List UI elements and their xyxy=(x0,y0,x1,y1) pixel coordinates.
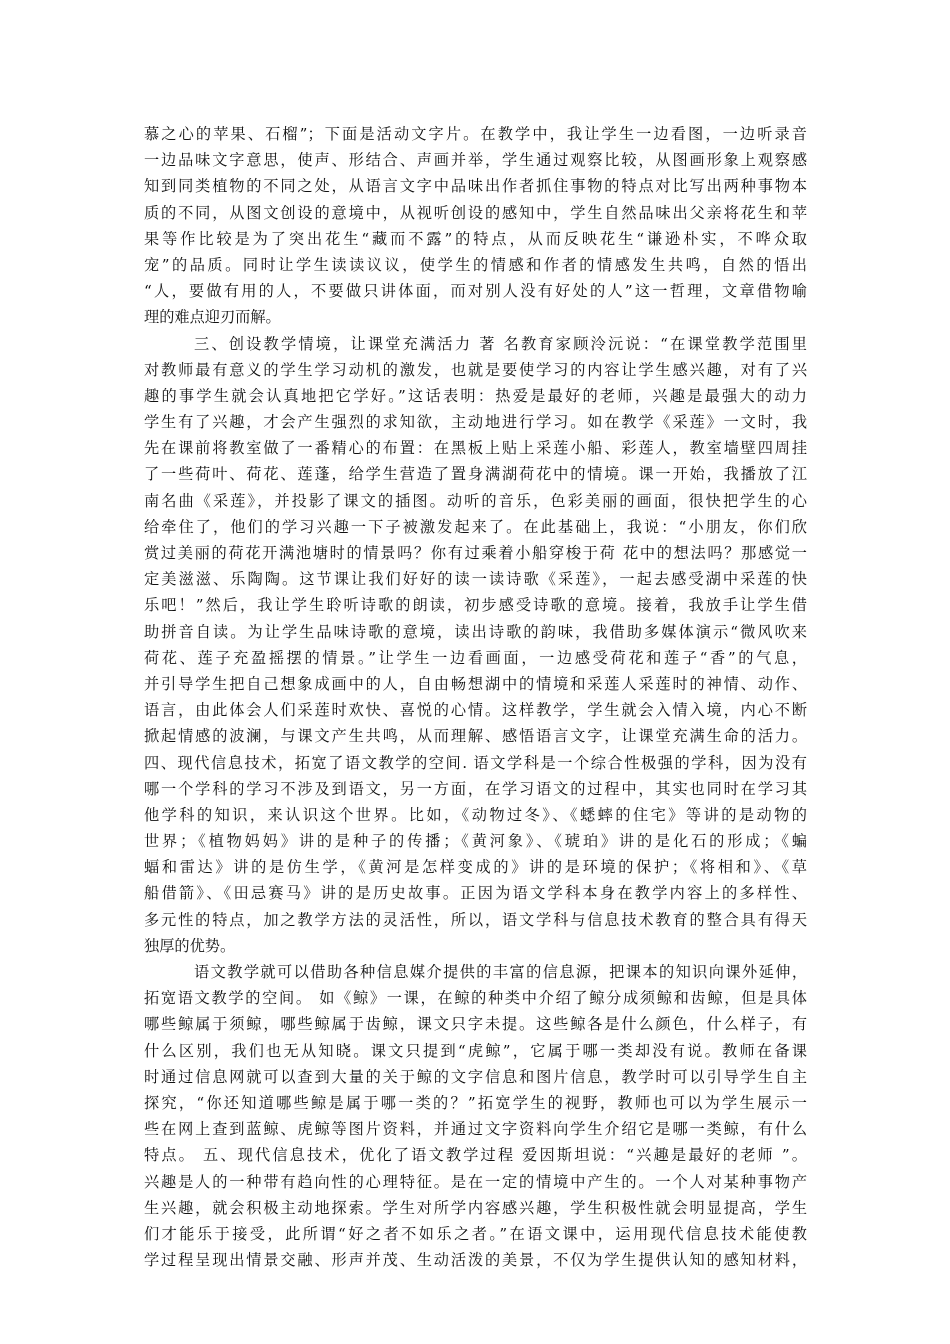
text-line: 多元性的特点，加之教学方法的灵活性，所以，语文学科与信息技术教育的整合具有得天 xyxy=(144,910,807,929)
text-line: 学过程呈现出情景交融、形声并茂、生动活泼的美景，不仅为学生提供认知的感知材料， xyxy=(144,1251,807,1270)
text-line: 兴趣是人的一种带有趋向性的心理特征。是在一定的情境中产生的。一个人对某种事物产 xyxy=(144,1172,807,1191)
text-line: 一边品味文字意思，使声、形结合、声画并举，学生通过观察比较，从图画形象上观察感 xyxy=(144,151,807,170)
text-line: 南名曲《采莲》，并投影了课文的插图。动听的音乐，色彩美丽的画面，很快把学生的心 xyxy=(144,491,807,510)
text-line: 质的不同，从图文创设的意境中，从视听创设的感知中，学生自然品味出父亲将花生和苹 xyxy=(144,203,807,222)
text-line: 船借箭》、《田忌赛马》讲的是历史故事。正因为语文学科本身在教学内容上的多样性、 xyxy=(144,884,807,903)
text-line: 独厚的优势。 xyxy=(144,936,236,955)
text-line: 对教师最有意义的学生学习动机的激发，也就是要使学习的内容让学生感兴趣，对有了兴 xyxy=(144,360,807,379)
text-line: 语文教学就可以借助各种信息媒介提供的丰富的信息源，把课本的知识向课外延伸， xyxy=(194,963,807,981)
text-line: 什么区别，我们也无从知晓。课文只提到“虎鲸”，它属于哪一类却没有说。教师在备课 xyxy=(144,1041,807,1060)
text-line: 宠”的品质。同时让学生读读议议，使学生的情感和作者的情感发生共鸣，自然的悟出 xyxy=(144,255,807,274)
text-line: 些在网上查到蓝鲸、虎鲸等图片资料，并通过文字资料向学生介绍它是哪一类鲸，有什么 xyxy=(144,1120,807,1139)
text-line: 们才能乐于接受，此所谓“好之者不如乐之者。”在语文课中，运用现代信息技术能使教 xyxy=(144,1224,807,1243)
text-line: “人，要做有用的人，不要做只讲体面，而对别人没有好处的人”这一哲理，文章借物喻 xyxy=(144,282,807,301)
text-line: 特点。 五、现代信息技术，优化了语文教学过程 爱因斯坦说：“兴趣是最好的老师 ”。 xyxy=(144,1146,807,1165)
text-line: 理的难点迎刃而解。 xyxy=(144,308,281,327)
text-line: 四、现代信息技术，拓宽了语文教学的空间. 语文学科是一个综合性极强的学科，因为没有 xyxy=(144,753,807,772)
text-line: 哪一个学科的学习不涉及到语文，另一方面，在学习语文的过程中，其实也同时在学习其 xyxy=(144,779,807,798)
text-line: 荷花、莲子充盈摇摆的情景。”让学生一边看画面，一边感受荷花和莲子“香”的气息， xyxy=(144,648,807,667)
text-line: 知到同类植物的不同之处，从语言文字中品味出作者抓住事物的特点对比写出两种事物本 xyxy=(144,177,807,196)
text-line: 趣的事学生就会认真地把它学好。”这话表明：热爱是最好的老师，兴趣是最强大的动力 xyxy=(144,386,807,405)
text-line: 乐吧！”然后，我让学生聆听诗歌的朗读，初步感受诗歌的意境。接着，我放手让学生借 xyxy=(144,596,807,615)
text-line: 他学科的知识，来认识这个世界。比如，《动物过冬》、《蟋蟀的住宅》等讲的是动物的 xyxy=(144,805,807,824)
text-line: 并引导学生把自己想象成画中的人，自由畅想湖中的情境和采莲人采莲时的神情、动作、 xyxy=(144,674,807,693)
text-line: 语言，由此体会人们采莲时欢快、喜悦的心情。这样教学，学生就会入情入境，内心不断 xyxy=(144,701,807,720)
text-line: 时通过信息网就可以查到大量的关于鲸的文字信息和图片信息，教学时可以引导学生自主 xyxy=(144,1067,807,1086)
text-line: 生兴趣，就会积极主动地探索。学生对所学内容感兴趣，学生积极性就会明显提高，学生 xyxy=(144,1198,807,1217)
text-line: 赏过美丽的荷花开满池塘时的情景吗？你有过乘着小船穿梭于荷 花中的想法吗？那感觉一 xyxy=(144,544,807,562)
text-line: 助拼音自读。为让学生品味诗歌的意境，读出诗歌的韵味，我借助多媒体演示“微风吹来 xyxy=(144,622,807,641)
text-line: 先在课前将教室做了一番精心的布置：在黑板上贴上采莲小船、彩莲人，教室墙壁四周挂 xyxy=(144,439,807,458)
text-line: 哪些鲸属于须鲸，哪些鲸属于齿鲸，课文只字未提。这些鲸各是什么颜色，什么样子，有 xyxy=(144,1015,807,1034)
text-line: 了一些荷叶、荷花、莲蓬，给学生营造了置身满湖荷花中的情境。课一开始，我播放了江 xyxy=(144,465,807,484)
text-line: 三、创设教学情境，让课堂充满活力 著 名教育家顾泠沅说：“在课堂教学范围里 xyxy=(194,334,807,353)
text-line: 慕之心的苹果、石榴”；下面是活动文字片。在教学中，我让学生一边看图，一边听录音 xyxy=(144,125,807,143)
text-line: 探究，“你还知道哪些鲸是属于哪一类的？”拓宽学生的视野，教师也可以为学生展示一 xyxy=(144,1093,807,1112)
document-body xyxy=(144,121,807,1273)
text-line: 给牵住了，他们的学习兴趣一下子被激发起来了。在此基础上，我说：“小朋友，你们欣 xyxy=(144,517,807,536)
text-line: 拓宽语文教学的空间。 如《鲸》一课，在鲸的种类中介绍了鲸分成须鲸和齿鲸，但是具体 xyxy=(144,989,807,1008)
text-line: 掀起情感的波澜，与课文产生共鸣，从而理解、感悟语言文字，让课堂充满生命的活力。 xyxy=(144,727,807,746)
text-line: 果等作比较是为了突出花生“藏而不露”的特点，从而反映花生“谦逊朴实，不哗众取 xyxy=(144,229,807,248)
text-line: 世界；《植物妈妈》讲的是种子的传播；《黄河象》、《琥珀》讲的是化石的形成；《蝙 xyxy=(144,832,807,851)
text-line: 定美滋滋、乐陶陶。这节课让我们好好的读一读诗歌《采莲》，一起去感受湖中采莲的快 xyxy=(144,570,807,589)
text-line: 学生有了兴趣，才会产生强烈的求知欲，主动地进行学习。如在教学《采莲》一文时，我 xyxy=(144,413,807,432)
text-line: 蝠和雷达》讲的是仿生学，《黄河是怎样变成的》讲的是环境的保护；《将相和》、《草 xyxy=(144,858,807,877)
